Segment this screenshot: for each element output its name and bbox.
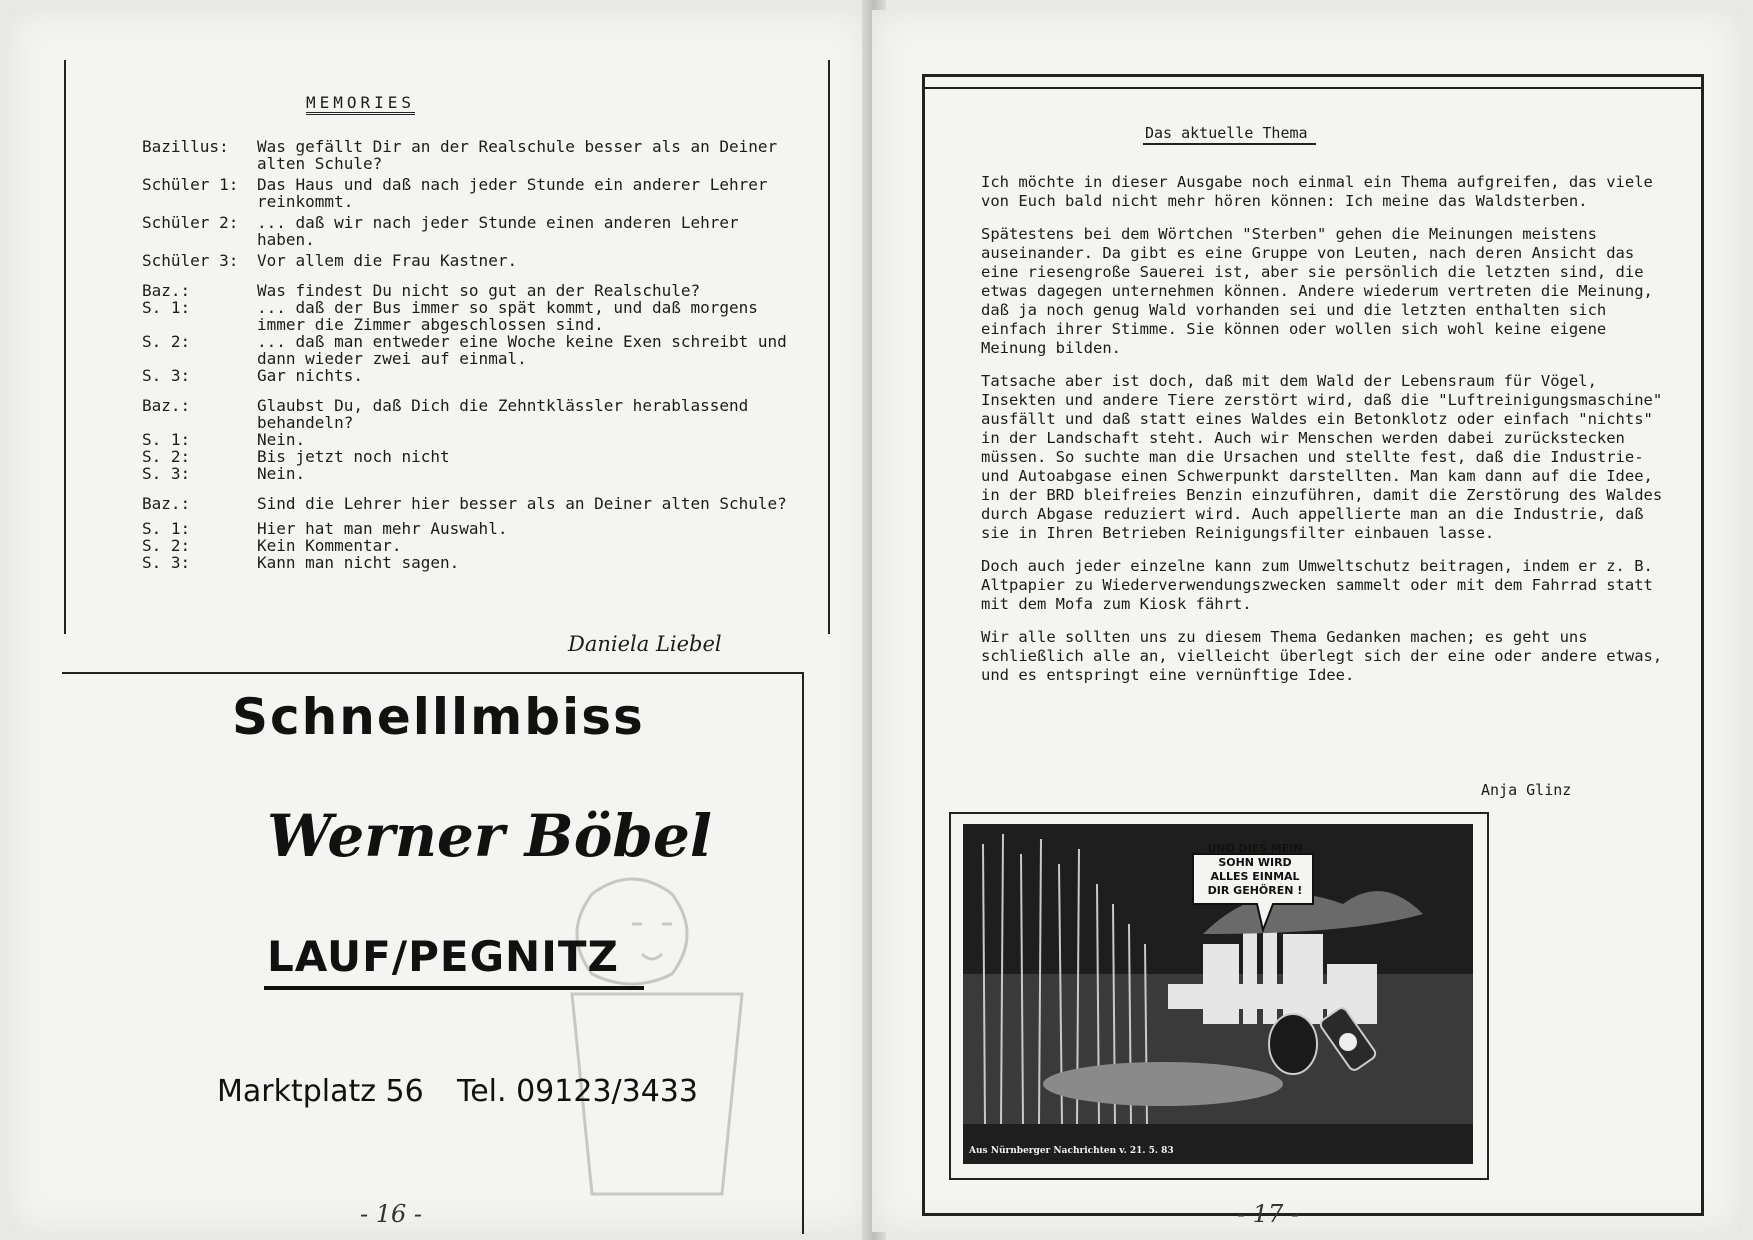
dialogue-turn xyxy=(142,282,802,299)
dialogue-turn xyxy=(142,448,802,465)
speaker: Baz.: xyxy=(142,396,191,415)
article-author: Anja Glinz xyxy=(1481,781,1572,799)
speaker: Baz.: xyxy=(142,494,191,513)
page-number-right: - 17 - xyxy=(1237,1200,1300,1228)
right-page xyxy=(872,10,1742,1232)
article-title: Das aktuelle Thema xyxy=(1143,124,1316,145)
dialogue-turn xyxy=(142,537,802,554)
speaker: Bazillus: xyxy=(142,137,229,156)
answer: Vor allem die Frau Kastner. xyxy=(257,251,518,270)
advert-address: Marktplatz 56 xyxy=(217,1074,424,1109)
advert-phone: Tel. 09123/3433 xyxy=(457,1074,698,1109)
paragraph: Wir alle sollten uns zu diesem Thema Gedanken machen; es geht uns schließlich alle an, vielleicht überlegt sich der eine oder andere etwas, und es entspringt eine vernünftige Idee. xyxy=(981,628,1663,684)
paragraph: Doch auch jeder einzelne kann zum Umweltschutz beitragen, indem er z. B. Altpapier zu Wiederverwendungszwecken sammelt oder mit dem Fahrrad statt mit dem Mofa zum Kiosk fährt. xyxy=(981,557,1653,613)
answer: Bis jetzt noch nicht xyxy=(257,447,450,466)
memories-interview xyxy=(64,60,830,634)
memories-title: MEMORIES xyxy=(306,94,415,115)
dialogue-turn xyxy=(142,495,802,512)
city-underline xyxy=(264,986,644,990)
answer: Nein. xyxy=(257,464,306,483)
speaker: S. 2: xyxy=(142,536,191,555)
cartoon-credit: Aus Nürnberger Nachrichten v. 21. 5. 83 xyxy=(969,1146,1174,1156)
answer: Hier hat man mehr Auswahl. xyxy=(257,519,508,538)
advert-owner-name: Werner Böbel xyxy=(267,802,712,870)
dialogue-turn xyxy=(142,252,802,269)
speaker: S. 3: xyxy=(142,464,191,483)
speaker: S. 1: xyxy=(142,519,191,538)
paragraph: Ich möchte in dieser Ausgabe noch einmal ein Thema aufgreifen, das viele von Euch bald nicht mehr hören können: Ich meine das Waldsterben. xyxy=(981,173,1653,210)
speaker: Baz.: xyxy=(142,281,191,300)
dialogue-turn xyxy=(142,299,802,333)
dialogue-turn xyxy=(142,520,802,537)
speaker: S. 2: xyxy=(142,447,191,466)
speaker: S. 1: xyxy=(142,430,191,449)
speaker: Schüler 3: xyxy=(142,251,239,270)
paragraph: Tatsache aber ist doch, daß mit dem Wald der Lebensraum für Vögel, Insekten und andere Tiere zerstört wird, daß die "Luftreinigungsmaschine" ausfällt und daß statt eines Waldes ein Betonklotz oder einfach "nichts" in der Landschaft steht. Auch wir Menschen werden dabei zurückstecken müssen. So suchte man die Ursachen und stellte fest, daß die Industrie- und Autoabgase einen Schwerpunkt darstellten. Man kam dann auf die Idee, in der BRD bleifreies Benzin einzuführen, damit die Zerstörung des Waldes durch Abgase reduziert wird. Auch appellierte man an die Industrie, daß sie in Ihren Betrieben Reinigungsfilter einbauen lasse. xyxy=(981,372,1663,542)
speech-bubble-text: UND DIES MEIN SOHN WIRD ALLES EINMAL DIR GEHÖREN ! xyxy=(1207,842,1303,897)
dialogue-turn xyxy=(142,554,802,571)
answer: Das Haus und daß nach jeder Stunde ein anderer Lehrer reinkommt. xyxy=(257,175,768,211)
editorial-cartoon xyxy=(949,812,1489,1180)
article-body xyxy=(981,173,1671,699)
answer: ... daß man entweder eine Woche keine Exen schreibt und dann wieder zwei auf einmal. xyxy=(257,332,787,368)
speaker: S. 2: xyxy=(142,332,191,351)
advert-title: Schnelllmbiss xyxy=(232,688,645,746)
speaker: S. 1: xyxy=(142,298,191,317)
page-number-left: - 16 - xyxy=(360,1200,423,1228)
answer: Kein Kommentar. xyxy=(257,536,402,555)
advert-city: LAUF/PEGNITZ xyxy=(267,932,619,981)
dialogue-turn xyxy=(142,138,802,172)
speaker: Schüler 2: xyxy=(142,213,239,232)
answer: ... daß wir nach jeder Stunde einen anderen Lehrer haben. xyxy=(257,213,739,249)
background-sketch xyxy=(532,854,792,1214)
left-page xyxy=(8,10,870,1232)
dialogue-turn xyxy=(142,465,802,482)
snack-bar-advert xyxy=(62,672,804,1234)
dialogue-turn xyxy=(142,397,802,431)
answer: Glaubst Du, daß Dich die Zehntklässler herablassend behandeln? xyxy=(257,396,749,432)
answer: Was findest Du nicht so gut an der Realschule? xyxy=(257,281,701,300)
answer: Gar nichts. xyxy=(257,366,363,385)
article-frame xyxy=(922,74,1704,1216)
answer: Was gefällt Dir an der Realschule besser als an Deiner alten Schule? xyxy=(257,137,778,173)
answer: ... daß der Bus immer so spät kommt, und daß morgens immer die Zimmer abgeschlossen sind. xyxy=(257,298,758,334)
dialogue xyxy=(142,138,802,571)
answer: Kann man nicht sagen. xyxy=(257,553,460,572)
dialogue-turn xyxy=(142,431,802,448)
speaker: S. 3: xyxy=(142,366,191,385)
speaker: Schüler 1: xyxy=(142,175,239,194)
answer: Nein. xyxy=(257,430,306,449)
answer: Sind die Lehrer hier besser als an Deiner alten Schule? xyxy=(257,494,787,513)
paragraph: Spätestens bei dem Wörtchen "Sterben" gehen die Meinungen meistens auseinander. Da gibt es eine Gruppe von Leuten, nach deren Ansicht das eine riesengroße Sauerei ist, aber sie persönlich die letzten sind, die etwas dagegen unternehmen können. Andere wiederum vertreten die Meinung, daß ja noch genug Wald vorhanden sei und die letzten enthalten sich einfach ihrer Stimme. Sie können oder wollen sich wohl keine eigene Meinung bilden. xyxy=(981,225,1653,357)
dialogue-turn xyxy=(142,214,802,248)
dialogue-turn xyxy=(142,333,802,367)
dialogue-turn xyxy=(142,367,802,384)
speaker: S. 3: xyxy=(142,553,191,572)
dialogue-turn xyxy=(142,176,802,210)
signature: Daniela Liebel xyxy=(568,632,722,656)
